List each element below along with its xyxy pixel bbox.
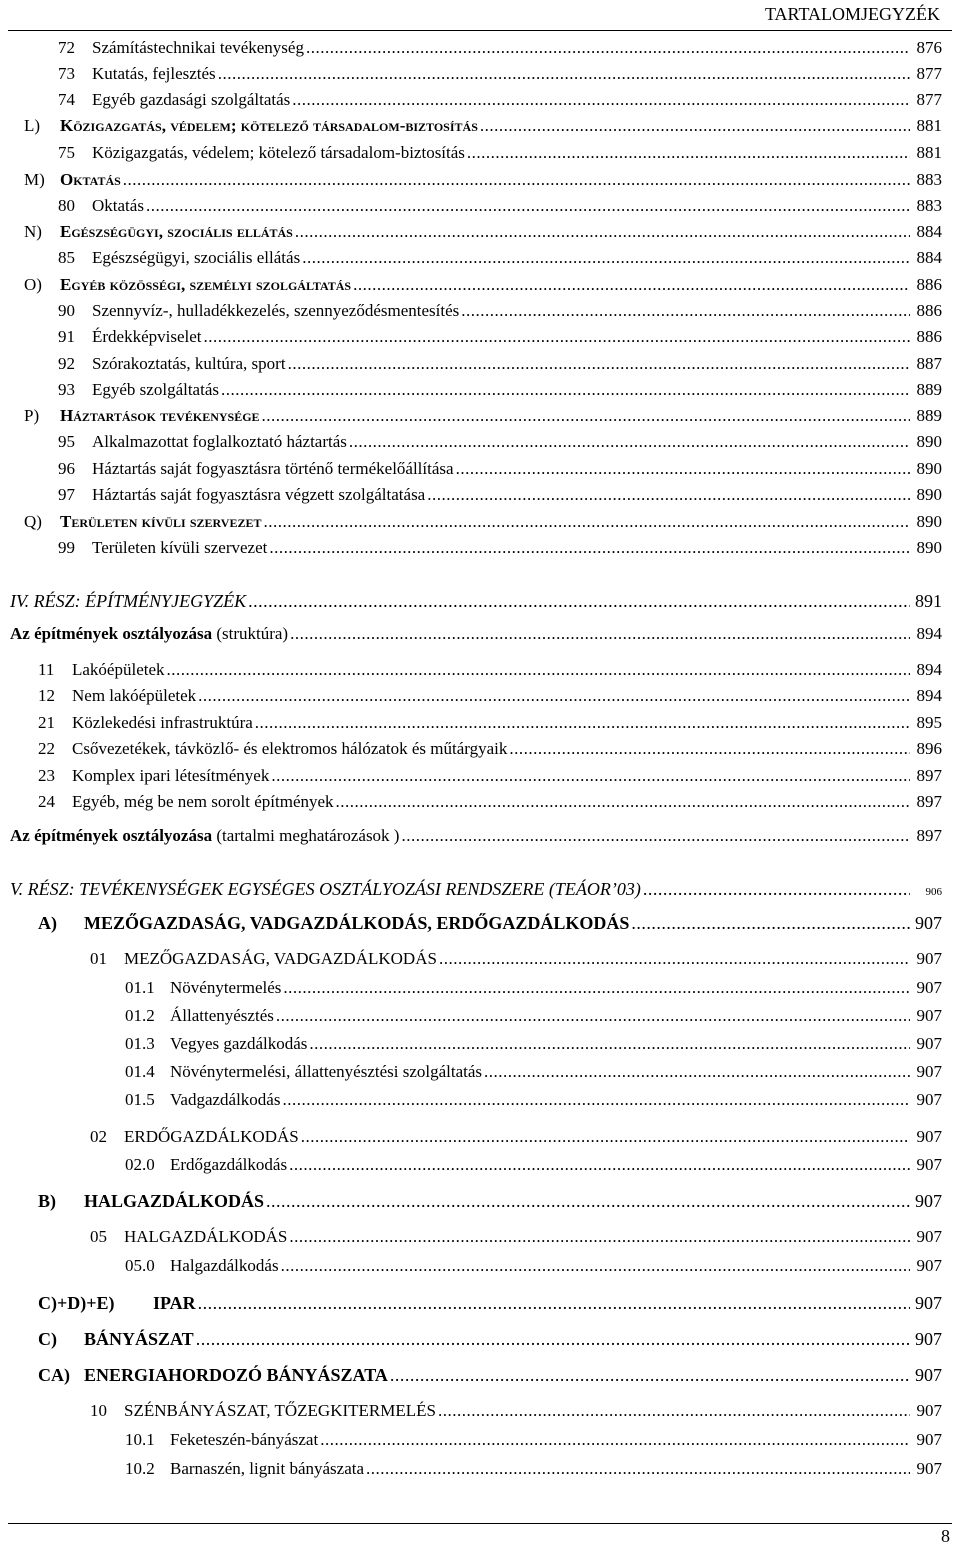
toc-entry-code: 05.0	[125, 1256, 155, 1275]
toc-entry-page: 907	[916, 1062, 942, 1081]
dot-leader	[288, 352, 910, 376]
toc-entry-page: 907	[915, 1293, 942, 1313]
toc-entry-page: 897	[916, 766, 942, 785]
toc-entry-subtitle: (tartalmi meghatározások )	[212, 826, 400, 845]
dot-leader	[266, 1189, 910, 1213]
toc-entry[interactable]	[38, 684, 942, 708]
toc-entry-code: 05	[90, 1227, 107, 1246]
toc-entry[interactable]	[58, 88, 942, 112]
toc-entry-page: 890	[916, 538, 942, 557]
toc-entry-title: Területen kívüli szervezet	[92, 538, 268, 557]
toc-entry[interactable]	[24, 168, 942, 192]
toc-entry-title: Háztartások tevékenysége	[60, 406, 260, 425]
toc-entry-code: P)	[24, 406, 40, 425]
toc-entry[interactable]	[125, 1254, 942, 1278]
toc-entry[interactable]	[125, 1060, 942, 1084]
toc-entry-page: 884	[916, 222, 942, 241]
toc-entry-code: 95	[58, 432, 75, 451]
dot-leader	[643, 877, 910, 901]
toc-entry-code: 12	[38, 686, 55, 705]
toc-entry-title: Kutatás, fejlesztés	[92, 64, 216, 83]
toc-entry-code: 85	[58, 248, 75, 267]
toc-entry-page: 906	[925, 886, 942, 898]
toc-entry-title: Egyéb közösségi, személyi szolgáltatás	[60, 275, 352, 294]
toc-entry-title: Érdekképviselet	[92, 327, 202, 346]
dot-leader	[366, 1457, 910, 1481]
toc-entry-code: 11	[38, 660, 55, 679]
toc-entry-title: Növénytermelési, állattenyésztési szolgáltatás	[170, 1062, 483, 1081]
dot-leader	[198, 1291, 910, 1315]
page-number: 8	[941, 1526, 950, 1546]
toc-entry[interactable]	[90, 1125, 942, 1149]
toc-entry-code: 01.2	[125, 1006, 155, 1025]
toc-entry-title: MEZŐGAZDASÁG, VADGAZDÁLKODÁS	[124, 949, 437, 968]
toc-entry[interactable]	[38, 1189, 942, 1213]
toc-entry-code: 74	[58, 90, 75, 109]
dot-leader	[401, 824, 910, 848]
toc-entry-title: BÁNYÁSZAT	[84, 1329, 194, 1349]
dot-leader	[283, 976, 910, 1000]
toc-entry-title: Növénytermelés	[170, 978, 282, 997]
dot-leader	[631, 911, 910, 935]
toc-entry[interactable]	[10, 589, 942, 613]
toc-entry-code: C)+D)+E)	[38, 1293, 115, 1313]
toc-entry-title: HALGAZDÁLKODÁS	[124, 1227, 288, 1246]
dot-leader	[289, 1225, 910, 1249]
toc-entry[interactable]	[58, 457, 942, 481]
toc-entry-title: Szennyvíz-, hulladékkezelés, szennyeződésmentesítés	[92, 301, 460, 320]
toc-entry[interactable]	[10, 877, 942, 901]
toc-entry[interactable]	[58, 325, 942, 349]
dot-leader	[467, 141, 910, 165]
dot-leader	[439, 947, 910, 971]
toc-entry-code: A)	[38, 913, 57, 933]
dot-leader	[271, 764, 910, 788]
dot-leader	[255, 711, 910, 735]
toc-entry[interactable]	[58, 62, 942, 86]
toc-entry[interactable]	[58, 246, 942, 270]
toc-entry-title: Oktatás	[60, 170, 121, 189]
dot-leader	[292, 88, 910, 112]
dot-leader	[289, 1153, 910, 1177]
toc-entry[interactable]	[90, 1399, 942, 1423]
toc-entry[interactable]	[90, 1225, 942, 1249]
toc-entry-code: 75	[58, 143, 75, 162]
toc-entry-page: 889	[916, 380, 942, 399]
toc-entry-page: 907	[916, 1006, 942, 1025]
toc-entry-title: Oktatás	[92, 196, 144, 215]
toc-entry[interactable]	[125, 1153, 942, 1177]
toc-entry-page: 890	[916, 485, 942, 504]
dot-leader	[221, 378, 910, 402]
toc-entry-code: O)	[24, 275, 42, 294]
toc-entry-title: Szórakoztatás, kultúra, sport	[92, 354, 286, 373]
toc-entry-code: M)	[24, 170, 45, 189]
toc-entry-title: MEZŐGAZDASÁG, VADGAZDÁLKODÁS, ERDŐGAZDÁLKODÁS	[84, 913, 630, 933]
dot-leader	[336, 790, 910, 814]
toc-entry[interactable]	[38, 790, 942, 814]
toc-entry-page: 907	[916, 1155, 942, 1174]
dot-leader	[306, 36, 910, 60]
toc-entry-title: Lakóépületek	[72, 660, 165, 679]
toc-entry-code: 01	[90, 949, 107, 968]
toc-entry-title: Feketeszén-bányászat	[170, 1430, 319, 1449]
toc-entry-title: HALGAZDÁLKODÁS	[84, 1191, 265, 1211]
toc-entry-title: IV. RÉSZ: ÉPÍTMÉNYJEGYZÉK	[10, 591, 247, 611]
toc-entry-page: 907	[915, 913, 942, 933]
dot-leader	[427, 483, 910, 507]
toc-entry-page: 884	[916, 248, 942, 267]
toc-entry-title: Egyéb szolgáltatás	[92, 380, 219, 399]
toc-entry[interactable]	[38, 1291, 942, 1315]
toc-entry-code: B)	[38, 1191, 56, 1211]
toc-entry-page: 907	[916, 1459, 942, 1478]
toc-entry-title: SZÉNBÁNYÁSZAT, TŐZEGKITERMELÉS	[124, 1401, 436, 1420]
toc-entry-title: Az építmények osztályozása	[10, 624, 213, 643]
toc-entry-code: 01.1	[125, 978, 155, 997]
toc-entry-page: 896	[916, 739, 942, 758]
toc-entry-code: 10	[90, 1401, 107, 1420]
toc-entry-title: Egyéb, még be nem sorolt építmények	[72, 792, 334, 811]
dot-leader	[218, 62, 910, 86]
toc-entry-page: 897	[916, 826, 942, 845]
toc-entry-page: 889	[916, 406, 942, 425]
dot-leader	[276, 1004, 910, 1028]
toc-entry-page: 907	[916, 1256, 942, 1275]
toc-entry-page: 886	[916, 327, 942, 346]
toc-entry[interactable]	[58, 483, 942, 507]
toc-entry[interactable]	[58, 36, 942, 60]
toc-entry[interactable]	[38, 1327, 942, 1351]
running-header: TARTALOMJEGYZÉK	[764, 4, 940, 24]
dot-leader	[301, 1125, 910, 1149]
toc-entry-title: Területen kívüli szervezet	[60, 512, 262, 531]
toc-entry[interactable]	[24, 220, 942, 244]
toc-entry[interactable]	[125, 976, 942, 1000]
dot-leader	[309, 1032, 910, 1056]
toc-entry[interactable]	[38, 1363, 942, 1387]
toc-entry-page: 907	[916, 1090, 942, 1109]
dot-leader	[480, 114, 910, 138]
toc-entry-page: 877	[916, 64, 942, 83]
toc-entry-code: 22	[38, 739, 55, 758]
dot-leader	[349, 430, 910, 454]
toc-entry[interactable]	[10, 824, 942, 848]
toc-entry-title: V. RÉSZ: TEVÉKENYSÉGEK EGYSÉGES OSZTÁLYOZÁSI RENDSZERE (TEÁOR’03)	[10, 879, 641, 899]
toc-entry-title: Komplex ipari létesítmények	[72, 766, 270, 785]
dot-leader	[353, 273, 910, 297]
toc-entry-code: 72	[58, 38, 75, 57]
toc-entry-page: 907	[916, 1430, 942, 1449]
toc-entry[interactable]	[38, 658, 942, 682]
toc-entry-code: 90	[58, 301, 75, 320]
toc-entry-code: 24	[38, 792, 55, 811]
toc-entry-code: 02.0	[125, 1155, 155, 1174]
toc-entry-title: ENERGIAHORDOZÓ BÁNYÁSZATA	[84, 1365, 388, 1385]
dot-leader	[123, 168, 910, 192]
toc-entry[interactable]	[125, 1088, 942, 1112]
dot-leader	[204, 325, 910, 349]
toc-entry-page: 887	[916, 354, 942, 373]
toc-entry[interactable]	[24, 273, 942, 297]
toc-entry-code: 23	[38, 766, 55, 785]
toc-entry[interactable]	[58, 378, 942, 402]
dot-leader	[295, 220, 910, 244]
toc-entry[interactable]	[125, 1032, 942, 1056]
toc-entry-page: 907	[915, 1365, 942, 1385]
toc-entry[interactable]	[125, 1428, 942, 1452]
toc-entry[interactable]	[90, 947, 942, 971]
toc-entry-page: 886	[916, 301, 942, 320]
toc-entry-page: 890	[916, 512, 942, 531]
toc-entry-page: 881	[916, 116, 942, 135]
toc-entry-title: Erdőgazdálkodás	[170, 1155, 288, 1174]
toc-entry-code: 10.1	[125, 1430, 155, 1449]
toc-entry-page: 883	[916, 196, 942, 215]
toc-entry-page: 907	[916, 1127, 942, 1146]
toc-entry-code: 02	[90, 1127, 107, 1146]
toc-entry-title: Az építmények osztályozása	[10, 826, 213, 845]
toc-entry-code: 01.4	[125, 1062, 155, 1081]
toc-entry-page: 894	[916, 660, 942, 679]
dot-leader	[146, 194, 910, 218]
toc-entry-code: 91	[58, 327, 75, 346]
toc-entry-code: 92	[58, 354, 75, 373]
toc-entry-title: Közigazgatás, védelem; kötelező társadalom-biztosítás	[92, 143, 465, 162]
toc-entry-title: Háztartás saját fogyasztásra végzett szolgáltatása	[92, 485, 426, 504]
toc-entry-page: 877	[916, 90, 942, 109]
toc-entry[interactable]	[125, 1004, 942, 1028]
toc-entry-code: 96	[58, 459, 75, 478]
toc-entry-code: L)	[24, 116, 41, 135]
toc-entry[interactable]	[58, 430, 942, 454]
toc-entry-code: 80	[58, 196, 75, 215]
toc-entry[interactable]	[58, 141, 942, 165]
toc-entry-title: Közigazgatás, védelem; kötelező társadalom-biztosítás	[60, 116, 478, 135]
dot-leader	[167, 658, 910, 682]
toc-entry-title: Alkalmazottat foglalkoztató háztartás	[92, 432, 347, 451]
dot-leader	[196, 1327, 910, 1351]
toc-entry-title: Közlekedési infrastruktúra	[72, 713, 253, 732]
toc-entry-title: Állattenyésztés	[170, 1006, 274, 1025]
footer-rule	[8, 1523, 952, 1524]
toc-entry-title: Háztartás saját fogyasztásra történő termékelőállítása	[92, 459, 454, 478]
toc-entry-title: Számítástechnikai tevékenység	[92, 38, 304, 57]
toc-entry-code: 99	[58, 538, 75, 557]
dot-leader	[509, 737, 910, 761]
toc-entry-page: 886	[916, 275, 942, 294]
toc-entry-code: 97	[58, 485, 75, 504]
toc-entry-page: 897	[916, 792, 942, 811]
toc-entry[interactable]	[24, 510, 942, 534]
toc-entry[interactable]	[38, 764, 942, 788]
toc-entry-code: Q)	[24, 512, 42, 531]
dot-leader	[248, 589, 910, 613]
toc-entry-title: Egészségügyi, szociális ellátás	[92, 248, 301, 267]
dot-leader	[281, 1254, 910, 1278]
toc-entry-code: 73	[58, 64, 75, 83]
toc-entry-title: Barnaszén, lignit bányászata	[170, 1459, 365, 1478]
toc-entry[interactable]	[24, 404, 942, 428]
toc-entry[interactable]	[125, 1457, 942, 1481]
toc-entry-page: 907	[916, 978, 942, 997]
toc-entry-page: 907	[916, 949, 942, 968]
toc-entry-title: Egyéb gazdasági szolgáltatás	[92, 90, 291, 109]
toc-entry-title: ERDŐGAZDÁLKODÁS	[124, 1127, 299, 1146]
toc-entry[interactable]	[58, 194, 942, 218]
toc-entry[interactable]	[38, 711, 942, 735]
toc-entry-title: IPAR	[153, 1293, 196, 1313]
header-rule	[8, 30, 952, 31]
toc-entry-title: Vegyes gazdálkodás	[170, 1034, 308, 1053]
toc-entry[interactable]	[38, 737, 942, 761]
dot-leader	[302, 246, 910, 270]
dot-leader	[456, 457, 910, 481]
toc-entry-code: 01.3	[125, 1034, 155, 1053]
toc-entry[interactable]	[10, 622, 942, 646]
toc-entry-code: 93	[58, 380, 75, 399]
toc-entry-page: 894	[916, 686, 942, 705]
toc-entry-title: Vadgazdálkodás	[170, 1090, 281, 1109]
toc-entry-subtitle: (struktúra)	[212, 624, 289, 643]
toc-entry-title: Csővezetékek, távközlő- és elektromos hálózatok és műtárgyaik	[72, 739, 508, 758]
toc-entry-page: 876	[916, 38, 942, 57]
dot-leader	[484, 1060, 910, 1084]
toc-entry[interactable]	[58, 352, 942, 376]
toc-entry-page: 890	[916, 459, 942, 478]
toc-entry-page: 894	[916, 624, 942, 643]
toc-entry-title: Halgazdálkodás	[170, 1256, 279, 1275]
toc-entry-page: 907	[916, 1401, 942, 1420]
toc-entry-code: C)	[38, 1329, 57, 1349]
toc-entry[interactable]	[58, 299, 942, 323]
dot-leader	[262, 404, 910, 428]
toc-entry-code: 10.2	[125, 1459, 155, 1478]
toc-entry-code: CA)	[38, 1365, 70, 1385]
toc-entry-code: 01.5	[125, 1090, 155, 1109]
dot-leader	[390, 1363, 910, 1387]
dot-leader	[461, 299, 910, 323]
dot-leader	[320, 1428, 910, 1452]
toc-entry-title: Egészségügyi, szociális ellátás	[60, 222, 293, 241]
toc-entry[interactable]	[24, 114, 942, 138]
toc-entry-page: 907	[916, 1227, 942, 1246]
toc-entry-page: 907	[915, 1329, 942, 1349]
toc-entry-page: 895	[916, 713, 942, 732]
toc-entry-page: 907	[915, 1191, 942, 1211]
toc-entry-page: 891	[915, 591, 942, 611]
toc-entry-page: 881	[916, 143, 942, 162]
dot-leader	[282, 1088, 910, 1112]
dot-leader	[263, 510, 910, 534]
toc-entry-page: 890	[916, 432, 942, 451]
dot-leader	[269, 536, 910, 560]
toc-entry[interactable]	[58, 536, 942, 560]
toc-entry[interactable]	[38, 911, 942, 935]
dot-leader	[290, 622, 910, 646]
dot-leader	[438, 1399, 910, 1423]
dot-leader	[198, 684, 910, 708]
toc-entry-code: N)	[24, 222, 42, 241]
toc-entry-page: 883	[916, 170, 942, 189]
toc-entry-code: 21	[38, 713, 55, 732]
toc-entry-title: Nem lakóépületek	[72, 686, 197, 705]
toc-entry-page: 907	[916, 1034, 942, 1053]
